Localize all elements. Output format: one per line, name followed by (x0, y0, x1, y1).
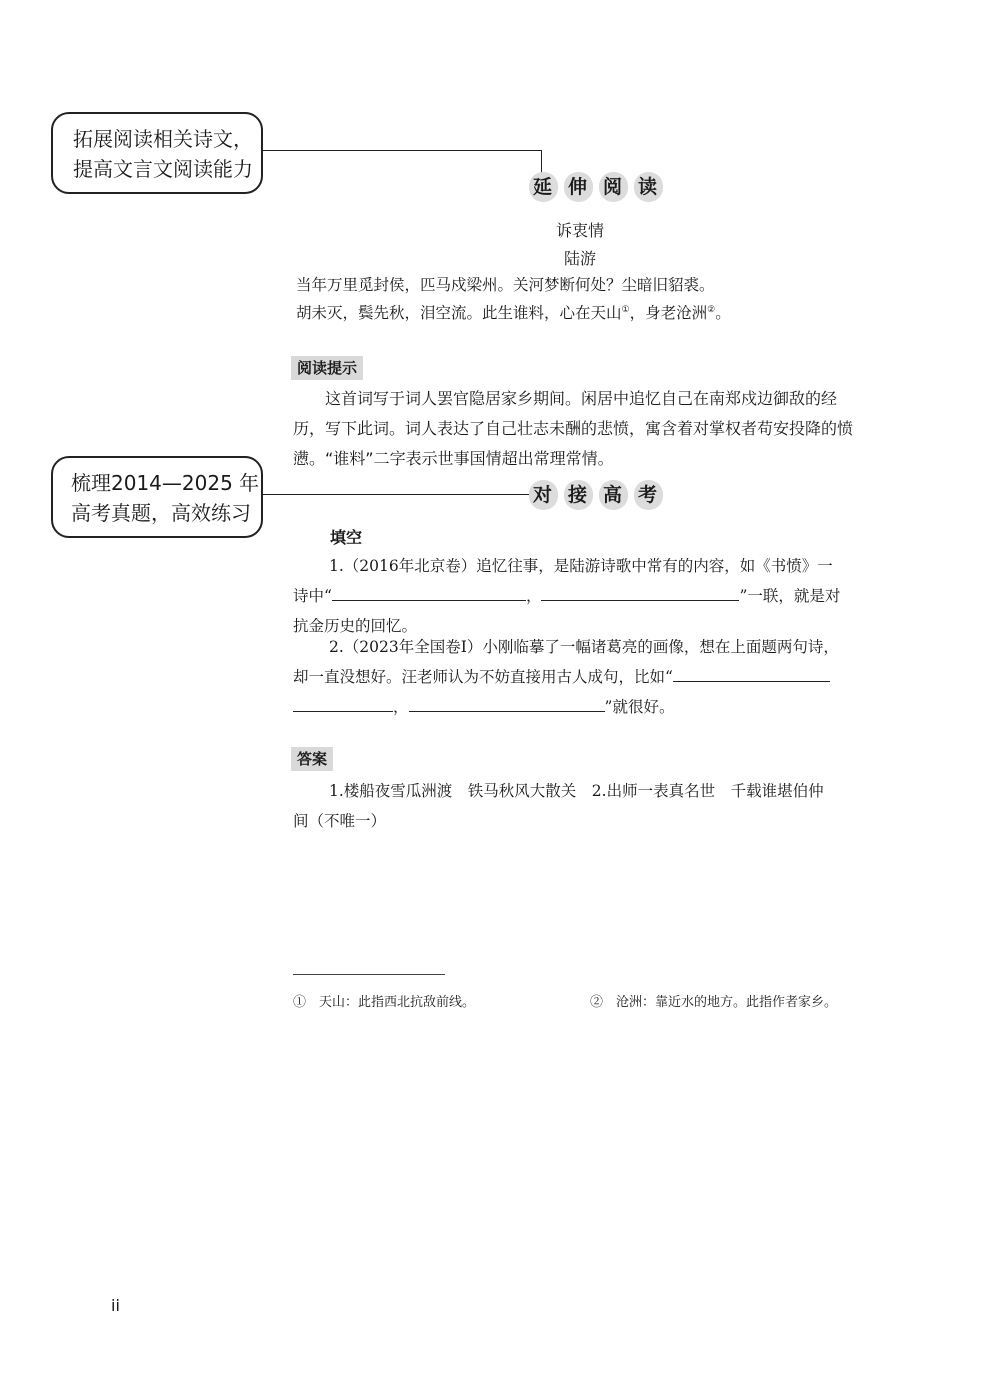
title-char: 考 (634, 480, 663, 510)
callout-line: 提高文言文阅读能力 (73, 157, 253, 181)
poem-text: 。 (715, 304, 731, 322)
title-char: 伸 (564, 172, 593, 202)
answer-line: 1.楼船夜雪瓜洲渡 铁马秋风大散关 2.出师一表真名世 千载谁堪伯仲 (329, 782, 824, 800)
poem-text: ，身老沧洲 (629, 304, 708, 322)
callout-gaokao (51, 456, 263, 538)
question-line (293, 692, 873, 722)
reading-tips-text: 这首词写于词人罢官隐居家乡期间。闲居中追忆自己在南郑戍边御敌的经历，写下此词。词人表达了自己壮志未酬的悲愤，寓含着对掌权者苟安投降的愤懑。“谁料”二字表示世事国情超出常理常情。 (293, 389, 854, 468)
title-char: 延 (529, 172, 558, 202)
question-line (293, 581, 873, 611)
footnote-divider (293, 974, 445, 975)
question-line (293, 662, 873, 692)
poem-text: 胡未灭，鬓先秋，泪空流。此生谁料，心在天山 (296, 304, 622, 322)
title-char: 对 (529, 480, 558, 510)
footnote-1: ① 天山：此指西北抗敌前线。 (293, 995, 476, 1010)
answers-text (293, 776, 873, 836)
answers-label: 答案 (291, 747, 333, 771)
question-text: ， (393, 698, 409, 716)
connector-line (263, 150, 542, 151)
reading-tips-label: 阅读提示 (291, 356, 363, 380)
footnote-ref-1: ① (621, 304, 630, 315)
title-char: 阅 (599, 172, 628, 202)
section-title-extended-reading (529, 172, 663, 202)
question-text: 却一直没想好。汪老师认为不妨直接用古人成句，比如“ (293, 668, 673, 686)
footnote-2: ② 沧洲：靠近水的地方。此指作者家乡。 (590, 995, 838, 1010)
answer-blank (293, 693, 393, 712)
question-text: ”就很好。 (604, 698, 675, 716)
question-1 (293, 551, 873, 641)
answer-blank (332, 582, 526, 601)
connector-line (263, 494, 529, 495)
callout-line: 拓展阅读相关诗文， (73, 127, 253, 151)
fill-in-heading: 填空 (330, 528, 363, 547)
question-line: 1.（2016年北京卷）追忆往事，是陆游诗歌中常有的内容，如《书愤》一 (329, 557, 833, 575)
answer-blank (541, 582, 739, 601)
callout-line: 高考真题，高效练习 (71, 501, 251, 525)
poem-line: 当年万里觅封侯，匹马戍梁州。关河梦断何处？尘暗旧貂裘。 (296, 276, 715, 294)
question-text: ， (525, 587, 542, 605)
poem-line (296, 301, 731, 323)
question-text: ”一联，就是对 (739, 587, 841, 605)
page-number: ii (111, 1296, 120, 1315)
question-line: 2.（2023年全国卷Ⅰ）小刚临摹了一幅诸葛亮的画像，想在上面题两句诗， (329, 638, 839, 656)
callout-extend-reading (51, 112, 263, 194)
question-text: 诗中“ (293, 587, 332, 605)
answer-line: 间（不唯一） (293, 812, 387, 830)
question-2 (293, 632, 873, 722)
poem-author: 陆游 (563, 249, 596, 268)
title-char: 读 (634, 172, 663, 202)
callout-line: 梳理2014—2025 年 (71, 471, 260, 495)
section-title-gaokao (529, 480, 663, 510)
answer-blank (409, 693, 605, 712)
title-char: 高 (599, 480, 628, 510)
footnote-ref-2: ② (707, 304, 716, 315)
title-char: 接 (564, 480, 593, 510)
question-line: 抗金历史的回忆。 (293, 617, 418, 635)
poem-title: 诉衷情 (555, 221, 604, 240)
answer-blank (673, 663, 830, 682)
